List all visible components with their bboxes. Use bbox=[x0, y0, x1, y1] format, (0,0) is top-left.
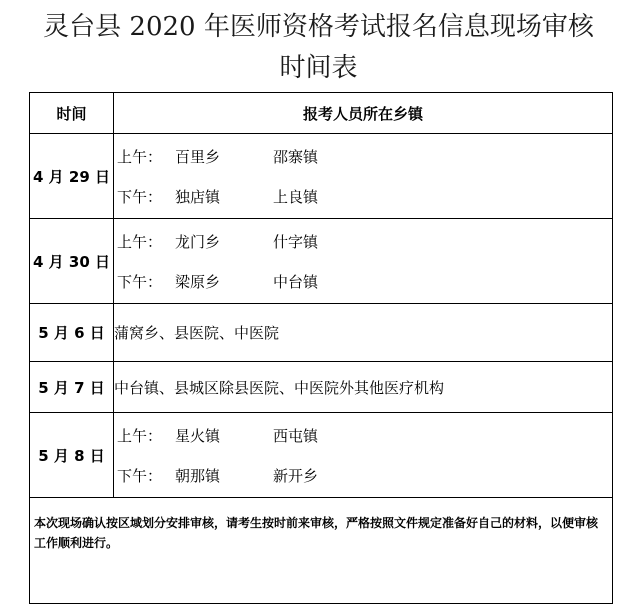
towns-cell: 中台镇、县城区除县医院、中医院外其他医疗机构 bbox=[114, 362, 613, 413]
morning-line bbox=[114, 415, 612, 455]
table-row bbox=[30, 219, 613, 304]
town-name: 西屯镇 bbox=[273, 426, 319, 445]
morning-line bbox=[114, 221, 612, 261]
note-text: 本次现场确认按区域划分安排审核，请考生按时前来审核，严格按照文件规定准备好自己的材料，以便审核工作顺利进行。 bbox=[30, 498, 613, 604]
table-row bbox=[30, 413, 613, 498]
town-name: 百里乡 bbox=[175, 147, 221, 166]
header-towns: 报考人员所在乡镇 bbox=[114, 93, 613, 134]
afternoon-line bbox=[114, 455, 612, 495]
period-label: 下午： bbox=[117, 466, 163, 485]
table-row bbox=[30, 304, 613, 362]
towns-cell bbox=[114, 219, 613, 304]
town-name: 朝那镇 bbox=[175, 466, 221, 485]
note-row bbox=[30, 498, 613, 604]
period-label: 下午： bbox=[117, 187, 163, 206]
town-name: 梁原乡 bbox=[175, 272, 221, 291]
town-name: 星火镇 bbox=[175, 426, 221, 445]
period-label: 上午： bbox=[117, 232, 163, 251]
town-name: 中台镇 bbox=[273, 272, 319, 291]
town-name: 龙门乡 bbox=[175, 232, 221, 251]
afternoon-line bbox=[114, 176, 612, 216]
town-name: 上良镇 bbox=[273, 187, 319, 206]
town-name: 什字镇 bbox=[273, 232, 319, 251]
table-header-row bbox=[30, 93, 613, 134]
header-date: 时间 bbox=[30, 93, 114, 134]
morning-line bbox=[114, 136, 612, 176]
date-cell: 4 月 29 日 bbox=[30, 134, 114, 219]
period-label: 上午： bbox=[117, 426, 163, 445]
date-cell: 5 月 6 日 bbox=[30, 304, 114, 362]
document-title: 灵台县 2020 年医师资格考试报名信息现场审核 bbox=[43, 12, 594, 42]
town-name: 新开乡 bbox=[273, 466, 319, 485]
date-cell: 5 月 7 日 bbox=[30, 362, 114, 413]
towns-cell: 蒲窝乡、县医院、中医院 bbox=[114, 304, 613, 362]
date-cell: 5 月 8 日 bbox=[30, 413, 114, 498]
table-row bbox=[30, 134, 613, 219]
schedule-table bbox=[29, 92, 613, 604]
towns-cell bbox=[114, 413, 613, 498]
town-name: 邵寨镇 bbox=[273, 147, 319, 166]
afternoon-line bbox=[114, 261, 612, 301]
table-row bbox=[30, 362, 613, 413]
period-label: 下午： bbox=[117, 272, 163, 291]
period-label: 上午： bbox=[117, 147, 163, 166]
towns-cell bbox=[114, 134, 613, 219]
town-name: 独店镇 bbox=[175, 187, 221, 206]
date-cell: 4 月 30 日 bbox=[30, 219, 114, 304]
document-subtitle: 时间表 bbox=[279, 53, 358, 83]
